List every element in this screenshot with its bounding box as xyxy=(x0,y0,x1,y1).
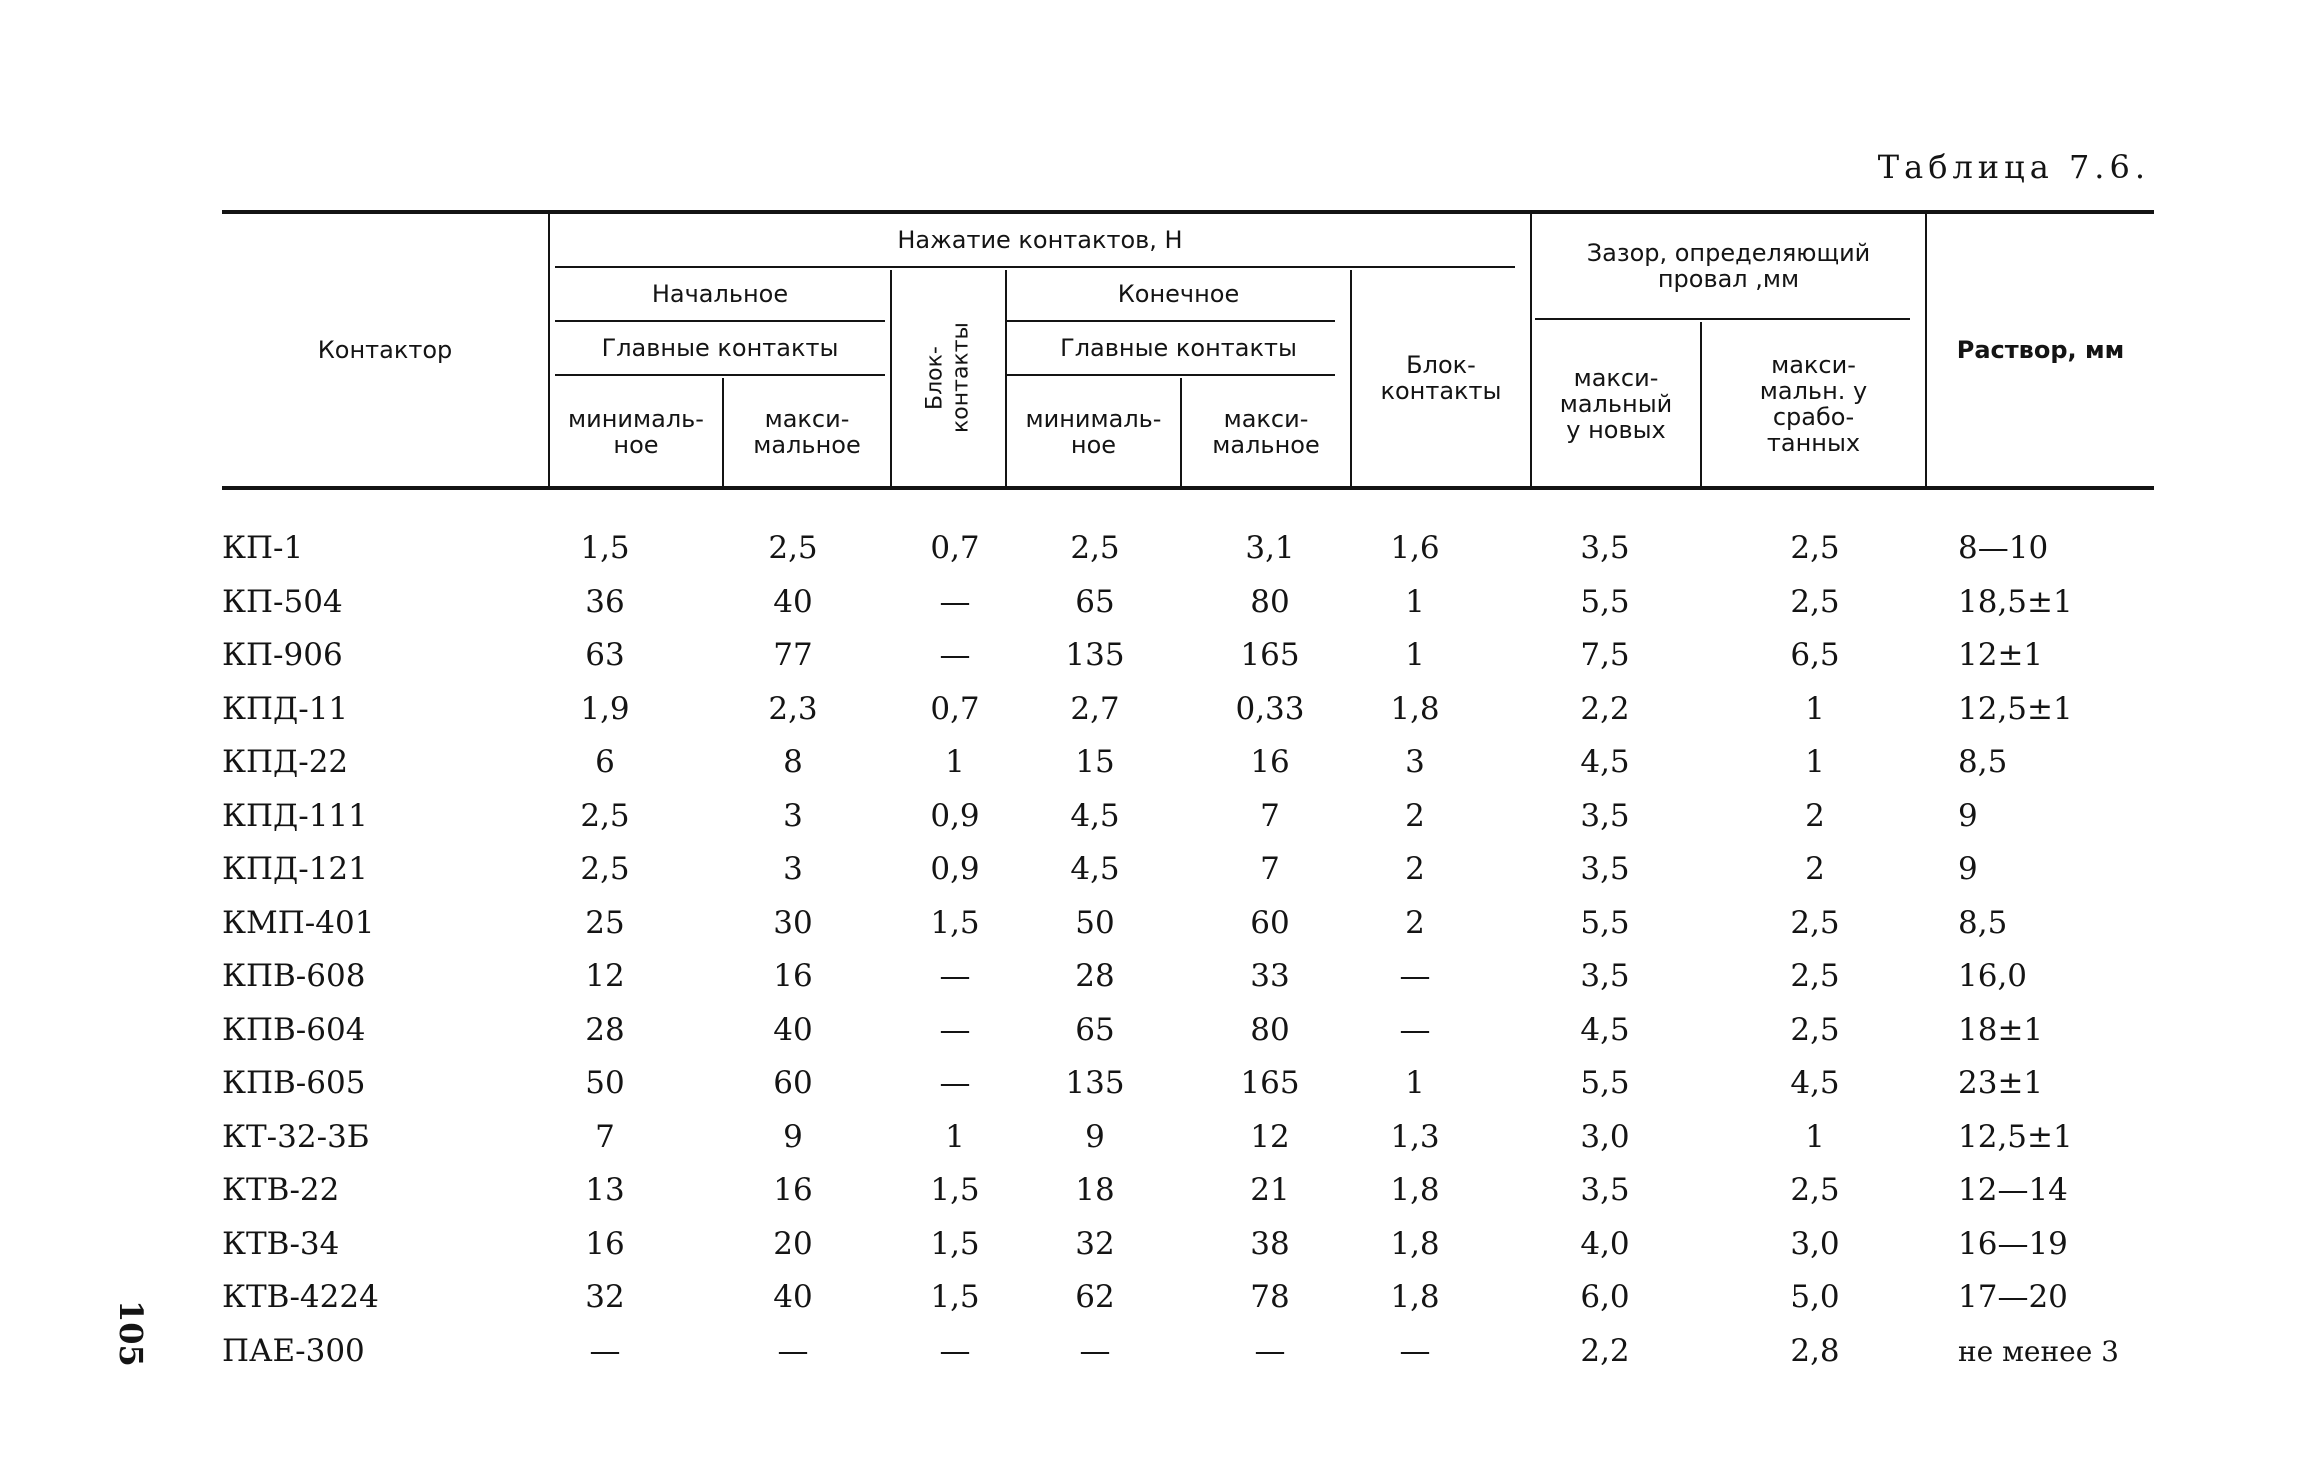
cell-gap-new: 2,2 xyxy=(1580,690,1630,727)
cell-min-initial: — xyxy=(589,1332,621,1369)
cell-opening: 8,5 xyxy=(1958,904,2008,941)
cell-gap-worn: 4,5 xyxy=(1790,1065,1840,1101)
cell-min-initial: 7 xyxy=(595,1118,615,1155)
cell-gap-new: 5,5 xyxy=(1580,1065,1630,1101)
header-max-initial: макси- мальное xyxy=(753,405,861,459)
cell-block-initial: 0,9 xyxy=(930,797,980,834)
cell-opening: 8—10 xyxy=(1958,530,2049,566)
cell-gap-new: 4,5 xyxy=(1580,1011,1630,1048)
cell-gap-new: 3,5 xyxy=(1580,1172,1630,1208)
table-row xyxy=(0,1325,2302,1379)
header-max-final: макси- мальное xyxy=(1212,405,1320,459)
table-row xyxy=(0,683,2302,737)
cell-max-final: — xyxy=(1254,1332,1286,1369)
cell-min-initial: 32 xyxy=(585,1279,625,1315)
cell-block-initial: 1,5 xyxy=(930,1279,980,1315)
cell-min-final: 32 xyxy=(1075,1225,1115,1262)
cell-min-final: — xyxy=(1079,1332,1111,1369)
cell-min-final: 65 xyxy=(1075,583,1115,620)
cell-gap-new: 6,0 xyxy=(1580,1279,1630,1315)
contactor-name: КПД-111 xyxy=(222,797,368,834)
cell-max-initial: 8 xyxy=(783,744,803,780)
cell-opening: 12±1 xyxy=(1958,637,2044,673)
contactor-name: КТВ-34 xyxy=(222,1225,340,1262)
contactor-name: КТВ-22 xyxy=(222,1172,340,1208)
header-main-contacts-initial: Главные контакты xyxy=(601,334,839,362)
cell-max-final: 78 xyxy=(1250,1279,1290,1315)
cell-min-final: 4,5 xyxy=(1070,851,1120,887)
cell-gap-new: 3,5 xyxy=(1580,851,1630,887)
cell-min-initial: 12 xyxy=(585,958,625,994)
table-row xyxy=(0,576,2302,630)
contactor-name: КПД-121 xyxy=(222,851,368,887)
cell-gap-new: 5,5 xyxy=(1580,583,1630,620)
cell-block-initial: — xyxy=(939,583,971,620)
cell-max-initial: 40 xyxy=(773,583,813,620)
cell-max-final: 60 xyxy=(1250,904,1290,941)
cell-min-final: 4,5 xyxy=(1070,797,1120,834)
cell-max-final: 80 xyxy=(1250,583,1290,620)
page-number: 105 xyxy=(112,1300,150,1367)
cell-opening: 18±1 xyxy=(1958,1011,2044,1048)
cell-block-initial: — xyxy=(939,1065,971,1101)
cell-max-initial: 16 xyxy=(773,1172,813,1208)
cell-block-initial: — xyxy=(939,1011,971,1048)
cell-max-final: 3,1 xyxy=(1245,530,1295,566)
cell-max-initial: 9 xyxy=(783,1118,803,1155)
cell-max-final: 16 xyxy=(1250,744,1290,780)
cell-opening: не менее 3 xyxy=(1958,1334,2119,1368)
header-block-final: Блок- контакты xyxy=(1380,351,1502,405)
cell-opening: 12,5±1 xyxy=(1958,690,2073,727)
cell-min-initial: 16 xyxy=(585,1225,625,1262)
cell-opening: 16,0 xyxy=(1958,958,2028,994)
cell-block-final: — xyxy=(1399,1011,1431,1048)
cell-min-initial: 36 xyxy=(585,583,625,620)
cell-block-initial: 1,5 xyxy=(930,1225,980,1262)
cell-opening: 12,5±1 xyxy=(1958,1118,2073,1155)
cell-min-initial: 13 xyxy=(585,1172,625,1208)
cell-max-final: 7 xyxy=(1260,797,1280,834)
cell-block-initial: — xyxy=(939,637,971,673)
header-final: Конечное xyxy=(1117,280,1240,308)
cell-opening: 16—19 xyxy=(1958,1225,2068,1262)
cell-gap-worn: 5,0 xyxy=(1790,1279,1840,1315)
contactor-name: КМП-401 xyxy=(222,904,375,941)
cell-block-final: 2 xyxy=(1405,797,1425,834)
cell-gap-worn: 2,5 xyxy=(1790,958,1840,994)
cell-max-final: 12 xyxy=(1250,1118,1290,1155)
table-row xyxy=(0,1111,2302,1165)
header-block-initial: Блок- контакты xyxy=(922,322,974,434)
header-gap-max-worn: макси- мальн. у срабо- танных xyxy=(1759,351,1868,457)
cell-max-initial: 2,5 xyxy=(768,530,818,566)
cell-max-initial: 20 xyxy=(773,1225,813,1262)
contactor-name: КП-1 xyxy=(222,530,304,566)
cell-max-final: 38 xyxy=(1250,1225,1290,1262)
cell-block-final: — xyxy=(1399,958,1431,994)
header-main-contacts-final: Главные контакты xyxy=(1060,334,1297,362)
cell-opening: 9 xyxy=(1958,797,1978,834)
cell-block-initial: 1 xyxy=(945,744,965,780)
header-opening: Раствор, мм xyxy=(1956,336,2125,364)
contactor-name: КПВ-604 xyxy=(222,1011,366,1048)
cell-min-final: 28 xyxy=(1075,958,1115,994)
cell-gap-new: 3,5 xyxy=(1580,958,1630,994)
cell-min-final: 2,7 xyxy=(1070,690,1120,727)
cell-gap-new: 3,5 xyxy=(1580,530,1630,566)
cell-block-initial: — xyxy=(939,1332,971,1369)
cell-block-final: 1,3 xyxy=(1390,1118,1440,1155)
cell-min-initial: 63 xyxy=(585,637,625,673)
table-row xyxy=(0,629,2302,683)
cell-max-initial: 16 xyxy=(773,958,813,994)
cell-gap-worn: 2,5 xyxy=(1790,1172,1840,1208)
cell-gap-worn: 1 xyxy=(1805,1118,1825,1155)
cell-min-initial: 2,5 xyxy=(580,797,630,834)
cell-block-initial: 0,7 xyxy=(930,690,980,727)
cell-min-final: 2,5 xyxy=(1070,530,1120,566)
cell-block-final: 1 xyxy=(1405,583,1425,620)
cell-opening: 8,5 xyxy=(1958,744,2008,780)
cell-block-final: 1 xyxy=(1405,1065,1425,1101)
contactor-name: ПАЕ-300 xyxy=(222,1332,365,1369)
cell-max-initial: 30 xyxy=(773,904,813,941)
header-min-initial: минималь- ное xyxy=(568,405,704,459)
cell-gap-worn: 2 xyxy=(1805,851,1825,887)
contactor-name: КПВ-608 xyxy=(222,958,366,994)
cell-max-final: 21 xyxy=(1250,1172,1290,1208)
cell-block-final: 2 xyxy=(1405,851,1425,887)
header-min-final: минималь- ное xyxy=(1025,405,1162,459)
cell-min-final: 65 xyxy=(1075,1011,1115,1048)
contactor-name: КТВ-4224 xyxy=(222,1279,379,1315)
cell-block-final: 3 xyxy=(1405,744,1425,780)
cell-min-initial: 1,9 xyxy=(580,690,630,727)
cell-opening: 17—20 xyxy=(1958,1279,2068,1315)
cell-max-initial: 3 xyxy=(783,797,803,834)
cell-block-final: 1,8 xyxy=(1390,1172,1440,1208)
cell-block-final: 1,8 xyxy=(1390,690,1440,727)
cell-min-final: 62 xyxy=(1075,1279,1115,1315)
cell-block-final: 1,6 xyxy=(1390,530,1440,566)
table-header-bottom-rule xyxy=(222,486,2154,490)
header-contactor: Контактор xyxy=(317,336,453,364)
cell-min-final: 18 xyxy=(1075,1172,1115,1208)
cell-max-initial: 40 xyxy=(773,1279,813,1315)
cell-block-final: 1,8 xyxy=(1390,1225,1440,1262)
cell-min-final: 135 xyxy=(1065,637,1125,673)
header-gap-max-new: макси- мальный у новых xyxy=(1559,364,1673,444)
cell-min-final: 135 xyxy=(1065,1065,1125,1101)
cell-gap-worn: 6,5 xyxy=(1790,637,1840,673)
cell-block-initial: 0,9 xyxy=(930,851,980,887)
cell-max-initial: — xyxy=(777,1332,809,1369)
table-row xyxy=(0,843,2302,897)
cell-min-initial: 50 xyxy=(585,1065,625,1101)
cell-min-initial: 25 xyxy=(585,904,625,941)
cell-block-final: 1,8 xyxy=(1390,1279,1440,1315)
table-row xyxy=(0,1004,2302,1058)
cell-gap-worn: 1 xyxy=(1805,744,1825,780)
contactor-name: КПД-11 xyxy=(222,690,349,727)
cell-min-final: 9 xyxy=(1085,1118,1105,1155)
header-pressure: Нажатие контактов, Н xyxy=(897,226,1183,254)
cell-block-initial: 1,5 xyxy=(930,904,980,941)
cell-min-initial: 2,5 xyxy=(580,851,630,887)
contactor-name: КП-504 xyxy=(222,583,343,620)
cell-gap-new: 7,5 xyxy=(1580,637,1630,673)
cell-min-initial: 6 xyxy=(595,744,615,780)
cell-gap-new: 5,5 xyxy=(1580,904,1630,941)
cell-gap-worn: 3,0 xyxy=(1790,1225,1840,1262)
table-row xyxy=(0,1057,2302,1111)
cell-max-initial: 60 xyxy=(773,1065,813,1101)
cell-block-initial: 1,5 xyxy=(930,1172,980,1208)
table-row xyxy=(0,522,2302,576)
cell-max-final: 165 xyxy=(1240,1065,1300,1101)
table-row xyxy=(0,736,2302,790)
contactor-name: КП-906 xyxy=(222,637,343,673)
cell-min-initial: 28 xyxy=(585,1011,625,1048)
cell-block-final: 1 xyxy=(1405,637,1425,673)
contactor-name: КПВ-605 xyxy=(222,1065,366,1101)
cell-max-final: 165 xyxy=(1240,637,1300,673)
cell-max-final: 0,33 xyxy=(1235,690,1305,727)
cell-gap-new: 3,5 xyxy=(1580,797,1630,834)
cell-max-initial: 77 xyxy=(773,637,813,673)
header-initial: Начальное xyxy=(651,280,789,308)
main-initial-divider xyxy=(555,374,885,376)
table-body xyxy=(0,522,2302,1378)
cell-gap-worn: 2,5 xyxy=(1790,904,1840,941)
cell-opening: 9 xyxy=(1958,851,1978,887)
table-row xyxy=(0,897,2302,951)
table-row xyxy=(0,950,2302,1004)
table-row xyxy=(0,1218,2302,1272)
cell-gap-new: 3,0 xyxy=(1580,1118,1630,1155)
cell-block-initial: 1 xyxy=(945,1118,965,1155)
cell-gap-new: 4,0 xyxy=(1580,1225,1630,1262)
cell-gap-worn: 2,8 xyxy=(1790,1332,1840,1369)
cell-max-initial: 2,3 xyxy=(768,690,818,727)
cell-block-final: — xyxy=(1399,1332,1431,1369)
cell-opening: 12—14 xyxy=(1958,1172,2068,1208)
cell-max-final: 33 xyxy=(1250,958,1290,994)
cell-block-initial: — xyxy=(939,958,971,994)
cell-gap-worn: 2 xyxy=(1805,797,1825,834)
table-title: Таблица 7.6. xyxy=(1877,148,2150,186)
table-row xyxy=(0,1271,2302,1325)
table-row xyxy=(0,1164,2302,1218)
cell-gap-worn: 2,5 xyxy=(1790,530,1840,566)
contactor-name: КПД-22 xyxy=(222,744,349,780)
cell-gap-worn: 2,5 xyxy=(1790,583,1840,620)
table-row xyxy=(0,790,2302,844)
cell-min-final: 50 xyxy=(1075,904,1115,941)
contactor-name: КТ-32-3Б xyxy=(222,1118,370,1155)
main-final-divider xyxy=(1005,374,1335,376)
header-gap: Зазор, определяющий провал ,мм xyxy=(1586,239,1871,293)
cell-min-final: 15 xyxy=(1075,744,1115,780)
cell-max-final: 7 xyxy=(1260,851,1280,887)
cell-opening: 23±1 xyxy=(1958,1065,2044,1101)
gap-divider xyxy=(1535,318,1910,320)
cell-max-initial: 40 xyxy=(773,1011,813,1048)
cell-block-final: 2 xyxy=(1405,904,1425,941)
cell-opening: 18,5±1 xyxy=(1958,583,2073,620)
cell-min-initial: 1,5 xyxy=(580,530,630,566)
cell-block-initial: 0,7 xyxy=(930,530,980,566)
cell-gap-new: 4,5 xyxy=(1580,744,1630,780)
cell-gap-worn: 1 xyxy=(1805,690,1825,727)
cell-max-final: 80 xyxy=(1250,1011,1290,1048)
cell-max-initial: 3 xyxy=(783,851,803,887)
cell-gap-new: 2,2 xyxy=(1580,1332,1630,1369)
cell-gap-worn: 2,5 xyxy=(1790,1011,1840,1048)
